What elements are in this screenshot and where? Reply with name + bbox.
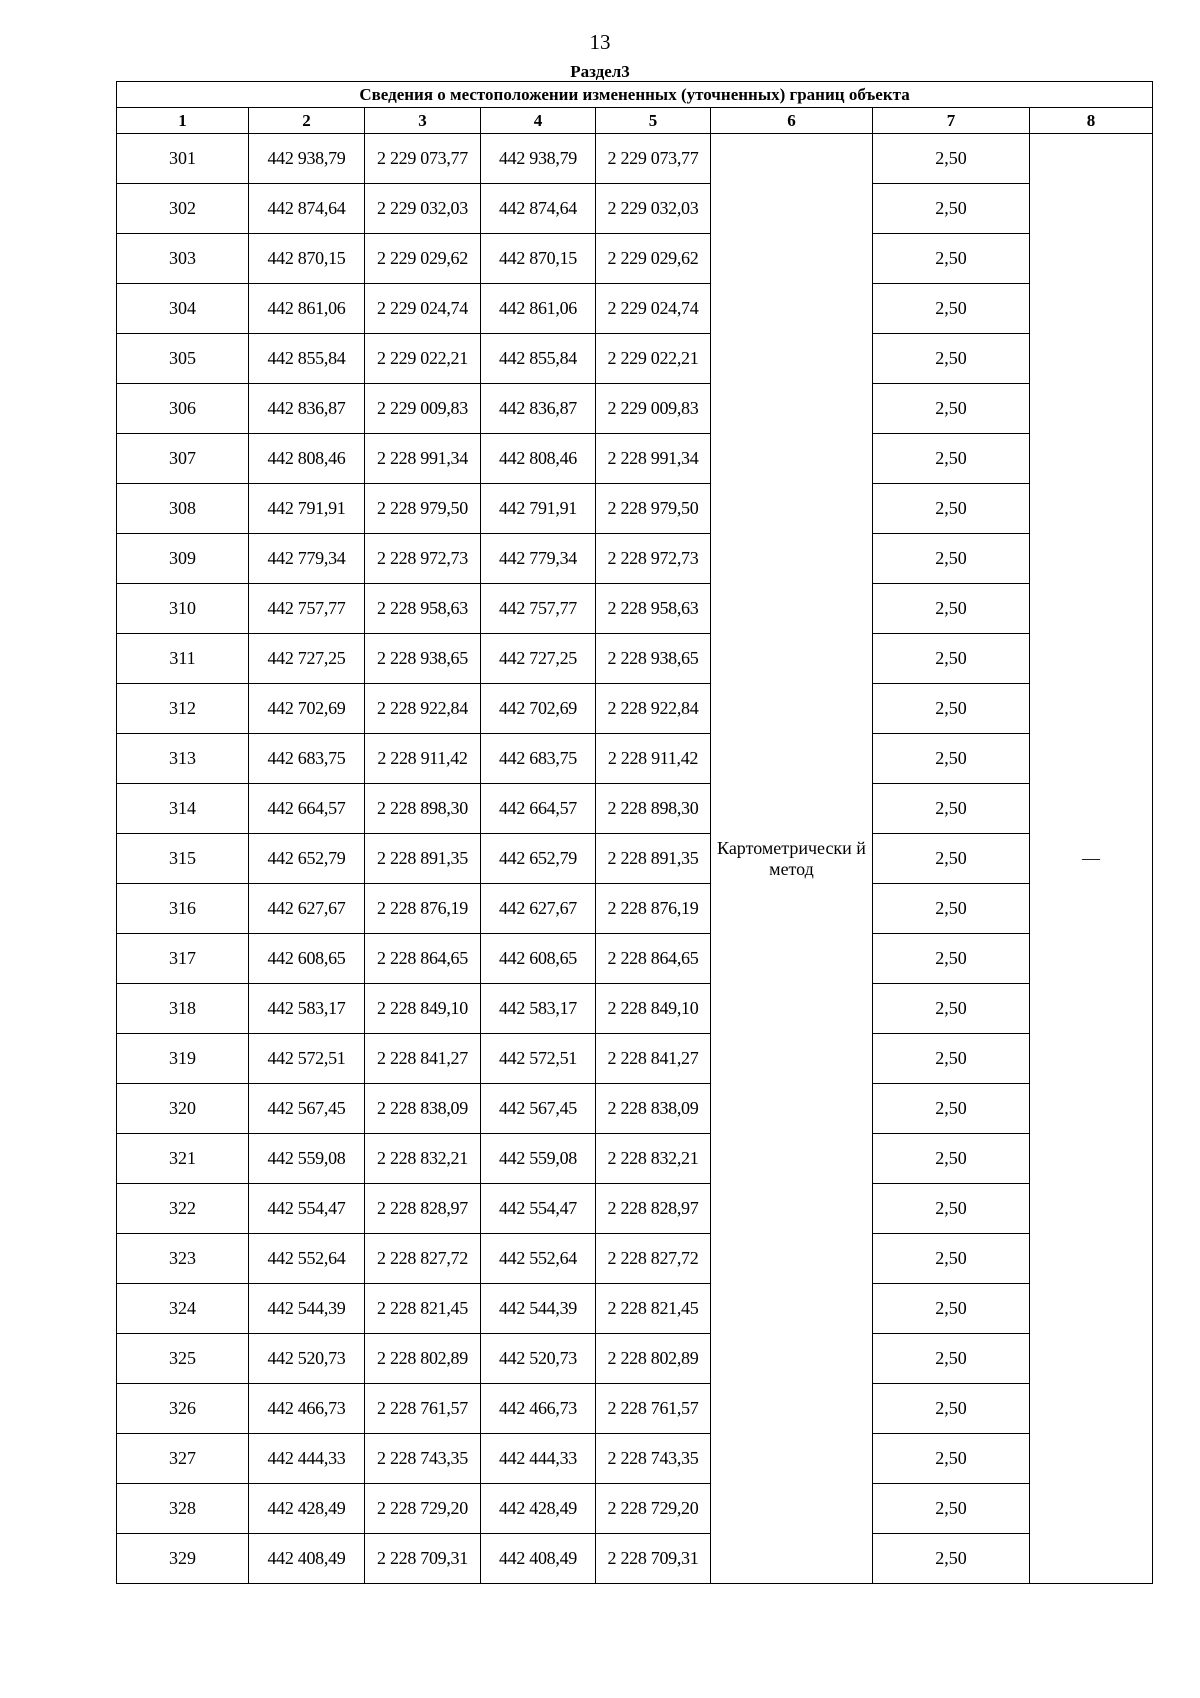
y-new-cell: 2 228 891,35 [596, 834, 711, 884]
accuracy-cell: 2,50 [873, 984, 1030, 1034]
y-new-cell: 2 228 828,97 [596, 1184, 711, 1234]
x-existing-cell: 442 861,06 [249, 284, 365, 334]
table-row [117, 1384, 1153, 1434]
accuracy-cell: 2,50 [873, 384, 1030, 434]
column-header: 1 [117, 108, 249, 134]
y-new-cell: 2 229 009,83 [596, 384, 711, 434]
table-row [117, 634, 1153, 684]
table-caption-row [117, 82, 1153, 108]
accuracy-cell: 2,50 [873, 1184, 1030, 1234]
x-new-cell: 442 855,84 [481, 334, 596, 384]
y-new-cell: 2 228 958,63 [596, 584, 711, 634]
x-new-cell: 442 520,73 [481, 1334, 596, 1384]
y-new-cell: 2 228 838,09 [596, 1084, 711, 1134]
point-number-cell: 328 [117, 1484, 249, 1534]
point-number-cell: 319 [117, 1034, 249, 1084]
point-number-cell: 321 [117, 1134, 249, 1184]
accuracy-cell: 2,50 [873, 184, 1030, 234]
y-existing-cell: 2 229 029,62 [365, 234, 481, 284]
x-new-cell: 442 652,79 [481, 834, 596, 884]
table-caption: Сведения о местоположении измененных (уточненных) границ объекта [117, 82, 1153, 108]
x-existing-cell: 442 938,79 [249, 134, 365, 184]
accuracy-cell: 2,50 [873, 1484, 1030, 1534]
y-new-cell: 2 229 024,74 [596, 284, 711, 334]
x-new-cell: 442 757,77 [481, 584, 596, 634]
x-new-cell: 442 572,51 [481, 1034, 596, 1084]
table-row [117, 1134, 1153, 1184]
x-new-cell: 442 627,67 [481, 884, 596, 934]
x-new-cell: 442 608,65 [481, 934, 596, 984]
point-number-cell: 308 [117, 484, 249, 534]
y-new-cell: 2 228 827,72 [596, 1234, 711, 1284]
x-new-cell: 442 408,49 [481, 1534, 596, 1584]
column-header: 6 [711, 108, 873, 134]
x-new-cell: 442 583,17 [481, 984, 596, 1034]
section-title: Раздел3 [570, 62, 630, 81]
point-number-cell: 314 [117, 784, 249, 834]
table-row [117, 834, 1153, 884]
y-existing-cell: 2 228 838,09 [365, 1084, 481, 1134]
x-new-cell: 442 552,64 [481, 1234, 596, 1284]
y-existing-cell: 2 228 898,30 [365, 784, 481, 834]
column-header: 7 [873, 108, 1030, 134]
x-new-cell: 442 544,39 [481, 1284, 596, 1334]
y-new-cell: 2 228 898,30 [596, 784, 711, 834]
y-new-cell: 2 228 802,89 [596, 1334, 711, 1384]
y-new-cell: 2 228 849,10 [596, 984, 711, 1034]
table-row [117, 934, 1153, 984]
column-header: 4 [481, 108, 596, 134]
table-header-row [117, 108, 1153, 134]
x-existing-cell: 442 544,39 [249, 1284, 365, 1334]
x-new-cell: 442 466,73 [481, 1384, 596, 1434]
y-new-cell: 2 228 761,57 [596, 1384, 711, 1434]
accuracy-cell: 2,50 [873, 284, 1030, 334]
y-new-cell: 2 229 073,77 [596, 134, 711, 184]
y-new-cell: 2 228 876,19 [596, 884, 711, 934]
column8-cell: — [1030, 134, 1153, 1584]
x-existing-cell: 442 702,69 [249, 684, 365, 734]
point-number-cell: 311 [117, 634, 249, 684]
y-existing-cell: 2 228 958,63 [365, 584, 481, 634]
x-new-cell: 442 791,91 [481, 484, 596, 534]
y-existing-cell: 2 228 972,73 [365, 534, 481, 584]
table-row [117, 1334, 1153, 1384]
table-row [117, 234, 1153, 284]
x-existing-cell: 442 652,79 [249, 834, 365, 884]
table-row [117, 1234, 1153, 1284]
x-new-cell: 442 428,49 [481, 1484, 596, 1534]
accuracy-cell: 2,50 [873, 1434, 1030, 1484]
y-existing-cell: 2 229 073,77 [365, 134, 481, 184]
x-new-cell: 442 727,25 [481, 634, 596, 684]
x-new-cell: 442 836,87 [481, 384, 596, 434]
accuracy-cell: 2,50 [873, 1534, 1030, 1584]
table-row [117, 284, 1153, 334]
y-existing-cell: 2 229 009,83 [365, 384, 481, 434]
y-existing-cell: 2 228 828,97 [365, 1184, 481, 1234]
y-existing-cell: 2 228 743,35 [365, 1434, 481, 1484]
point-number-cell: 303 [117, 234, 249, 284]
y-new-cell: 2 228 743,35 [596, 1434, 711, 1484]
point-number-cell: 320 [117, 1084, 249, 1134]
accuracy-cell: 2,50 [873, 684, 1030, 734]
accuracy-cell: 2,50 [873, 784, 1030, 834]
x-existing-cell: 442 428,49 [249, 1484, 365, 1534]
x-new-cell: 442 559,08 [481, 1134, 596, 1184]
y-existing-cell: 2 228 849,10 [365, 984, 481, 1034]
accuracy-cell: 2,50 [873, 1084, 1030, 1134]
x-existing-cell: 442 444,33 [249, 1434, 365, 1484]
accuracy-cell: 2,50 [873, 834, 1030, 884]
x-existing-cell: 442 554,47 [249, 1184, 365, 1234]
x-new-cell: 442 874,64 [481, 184, 596, 234]
column-header: 8 [1030, 108, 1153, 134]
table-row [117, 684, 1153, 734]
table-row [117, 1184, 1153, 1234]
point-number-cell: 305 [117, 334, 249, 384]
y-existing-cell: 2 228 979,50 [365, 484, 481, 534]
table-row [117, 784, 1153, 834]
table-row [117, 484, 1153, 534]
y-existing-cell: 2 229 024,74 [365, 284, 481, 334]
x-existing-cell: 442 836,87 [249, 384, 365, 434]
method-cell: Картометрически й метод [711, 134, 873, 1584]
x-existing-cell: 442 466,73 [249, 1384, 365, 1434]
y-existing-cell: 2 228 729,20 [365, 1484, 481, 1534]
point-number-cell: 323 [117, 1234, 249, 1284]
accuracy-cell: 2,50 [873, 1384, 1030, 1434]
table-row [117, 984, 1153, 1034]
column-header: 5 [596, 108, 711, 134]
x-new-cell: 442 702,69 [481, 684, 596, 734]
x-new-cell: 442 870,15 [481, 234, 596, 284]
accuracy-cell: 2,50 [873, 534, 1030, 584]
y-existing-cell: 2 228 761,57 [365, 1384, 481, 1434]
y-new-cell: 2 228 709,31 [596, 1534, 711, 1584]
point-number-cell: 301 [117, 134, 249, 184]
y-new-cell: 2 228 864,65 [596, 934, 711, 984]
y-new-cell: 2 228 922,84 [596, 684, 711, 734]
y-new-cell: 2 228 938,65 [596, 634, 711, 684]
column-header: 3 [365, 108, 481, 134]
y-new-cell: 2 229 029,62 [596, 234, 711, 284]
x-new-cell: 442 938,79 [481, 134, 596, 184]
table-row [117, 884, 1153, 934]
table-row [117, 434, 1153, 484]
x-existing-cell: 442 608,65 [249, 934, 365, 984]
point-number-cell: 306 [117, 384, 249, 434]
x-existing-cell: 442 664,57 [249, 784, 365, 834]
y-existing-cell: 2 228 802,89 [365, 1334, 481, 1384]
point-number-cell: 304 [117, 284, 249, 334]
x-existing-cell: 442 757,77 [249, 584, 365, 634]
x-existing-cell: 442 808,46 [249, 434, 365, 484]
point-number-cell: 329 [117, 1534, 249, 1584]
point-number-cell: 324 [117, 1284, 249, 1334]
column-header: 2 [249, 108, 365, 134]
y-existing-cell: 2 228 891,35 [365, 834, 481, 884]
accuracy-cell: 2,50 [873, 1234, 1030, 1284]
accuracy-cell: 2,50 [873, 134, 1030, 184]
y-existing-cell: 2 228 841,27 [365, 1034, 481, 1084]
table-row [117, 534, 1153, 584]
y-new-cell: 2 228 972,73 [596, 534, 711, 584]
x-new-cell: 442 554,47 [481, 1184, 596, 1234]
y-new-cell: 2 228 841,27 [596, 1034, 711, 1084]
x-new-cell: 442 567,45 [481, 1084, 596, 1134]
point-number-cell: 327 [117, 1434, 249, 1484]
x-existing-cell: 442 567,45 [249, 1084, 365, 1134]
y-new-cell: 2 228 729,20 [596, 1484, 711, 1534]
y-existing-cell: 2 228 832,21 [365, 1134, 481, 1184]
accuracy-cell: 2,50 [873, 884, 1030, 934]
table-row [117, 1284, 1153, 1334]
y-existing-cell: 2 228 911,42 [365, 734, 481, 784]
point-number-cell: 310 [117, 584, 249, 634]
x-existing-cell: 442 683,75 [249, 734, 365, 784]
table-row [117, 1434, 1153, 1484]
y-new-cell: 2 228 991,34 [596, 434, 711, 484]
x-existing-cell: 442 627,67 [249, 884, 365, 934]
table-row [117, 1084, 1153, 1134]
x-existing-cell: 442 855,84 [249, 334, 365, 384]
accuracy-cell: 2,50 [873, 434, 1030, 484]
y-new-cell: 2 228 979,50 [596, 484, 711, 534]
x-new-cell: 442 444,33 [481, 1434, 596, 1484]
y-new-cell: 2 228 832,21 [596, 1134, 711, 1184]
table-row [117, 134, 1153, 184]
coordinates-table [116, 81, 1153, 1584]
y-new-cell: 2 229 022,21 [596, 334, 711, 384]
accuracy-cell: 2,50 [873, 1334, 1030, 1384]
page-number: 13 [589, 30, 611, 54]
y-existing-cell: 2 229 022,21 [365, 334, 481, 384]
y-existing-cell: 2 228 876,19 [365, 884, 481, 934]
y-existing-cell: 2 229 032,03 [365, 184, 481, 234]
point-number-cell: 317 [117, 934, 249, 984]
x-existing-cell: 442 520,73 [249, 1334, 365, 1384]
accuracy-cell: 2,50 [873, 934, 1030, 984]
table-row [117, 334, 1153, 384]
point-number-cell: 302 [117, 184, 249, 234]
y-existing-cell: 2 228 864,65 [365, 934, 481, 984]
table-row [117, 1034, 1153, 1084]
x-existing-cell: 442 572,51 [249, 1034, 365, 1084]
point-number-cell: 313 [117, 734, 249, 784]
y-existing-cell: 2 228 709,31 [365, 1534, 481, 1584]
accuracy-cell: 2,50 [873, 334, 1030, 384]
accuracy-cell: 2,50 [873, 484, 1030, 534]
x-existing-cell: 442 727,25 [249, 634, 365, 684]
x-existing-cell: 442 583,17 [249, 984, 365, 1034]
point-number-cell: 315 [117, 834, 249, 884]
table-row [117, 734, 1153, 784]
y-existing-cell: 2 228 827,72 [365, 1234, 481, 1284]
point-number-cell: 309 [117, 534, 249, 584]
x-new-cell: 442 808,46 [481, 434, 596, 484]
point-number-cell: 307 [117, 434, 249, 484]
y-new-cell: 2 228 821,45 [596, 1284, 711, 1334]
x-new-cell: 442 664,57 [481, 784, 596, 834]
accuracy-cell: 2,50 [873, 634, 1030, 684]
x-new-cell: 442 861,06 [481, 284, 596, 334]
y-new-cell: 2 229 032,03 [596, 184, 711, 234]
point-number-cell: 312 [117, 684, 249, 734]
x-new-cell: 442 779,34 [481, 534, 596, 584]
x-existing-cell: 442 870,15 [249, 234, 365, 284]
point-number-cell: 326 [117, 1384, 249, 1434]
y-existing-cell: 2 228 991,34 [365, 434, 481, 484]
accuracy-cell: 2,50 [873, 234, 1030, 284]
table-row [117, 1484, 1153, 1534]
x-existing-cell: 442 408,49 [249, 1534, 365, 1584]
table-row [117, 184, 1153, 234]
point-number-cell: 322 [117, 1184, 249, 1234]
accuracy-cell: 2,50 [873, 734, 1030, 784]
x-existing-cell: 442 874,64 [249, 184, 365, 234]
point-number-cell: 318 [117, 984, 249, 1034]
x-existing-cell: 442 791,91 [249, 484, 365, 534]
point-number-cell: 325 [117, 1334, 249, 1384]
y-existing-cell: 2 228 938,65 [365, 634, 481, 684]
x-new-cell: 442 683,75 [481, 734, 596, 784]
x-existing-cell: 442 552,64 [249, 1234, 365, 1284]
x-existing-cell: 442 779,34 [249, 534, 365, 584]
y-existing-cell: 2 228 821,45 [365, 1284, 481, 1334]
point-number-cell: 316 [117, 884, 249, 934]
x-existing-cell: 442 559,08 [249, 1134, 365, 1184]
table-row [117, 584, 1153, 634]
accuracy-cell: 2,50 [873, 1134, 1030, 1184]
accuracy-cell: 2,50 [873, 1284, 1030, 1334]
table-row [117, 1534, 1153, 1584]
table-row [117, 384, 1153, 434]
y-existing-cell: 2 228 922,84 [365, 684, 481, 734]
accuracy-cell: 2,50 [873, 1034, 1030, 1084]
y-new-cell: 2 228 911,42 [596, 734, 711, 784]
accuracy-cell: 2,50 [873, 584, 1030, 634]
